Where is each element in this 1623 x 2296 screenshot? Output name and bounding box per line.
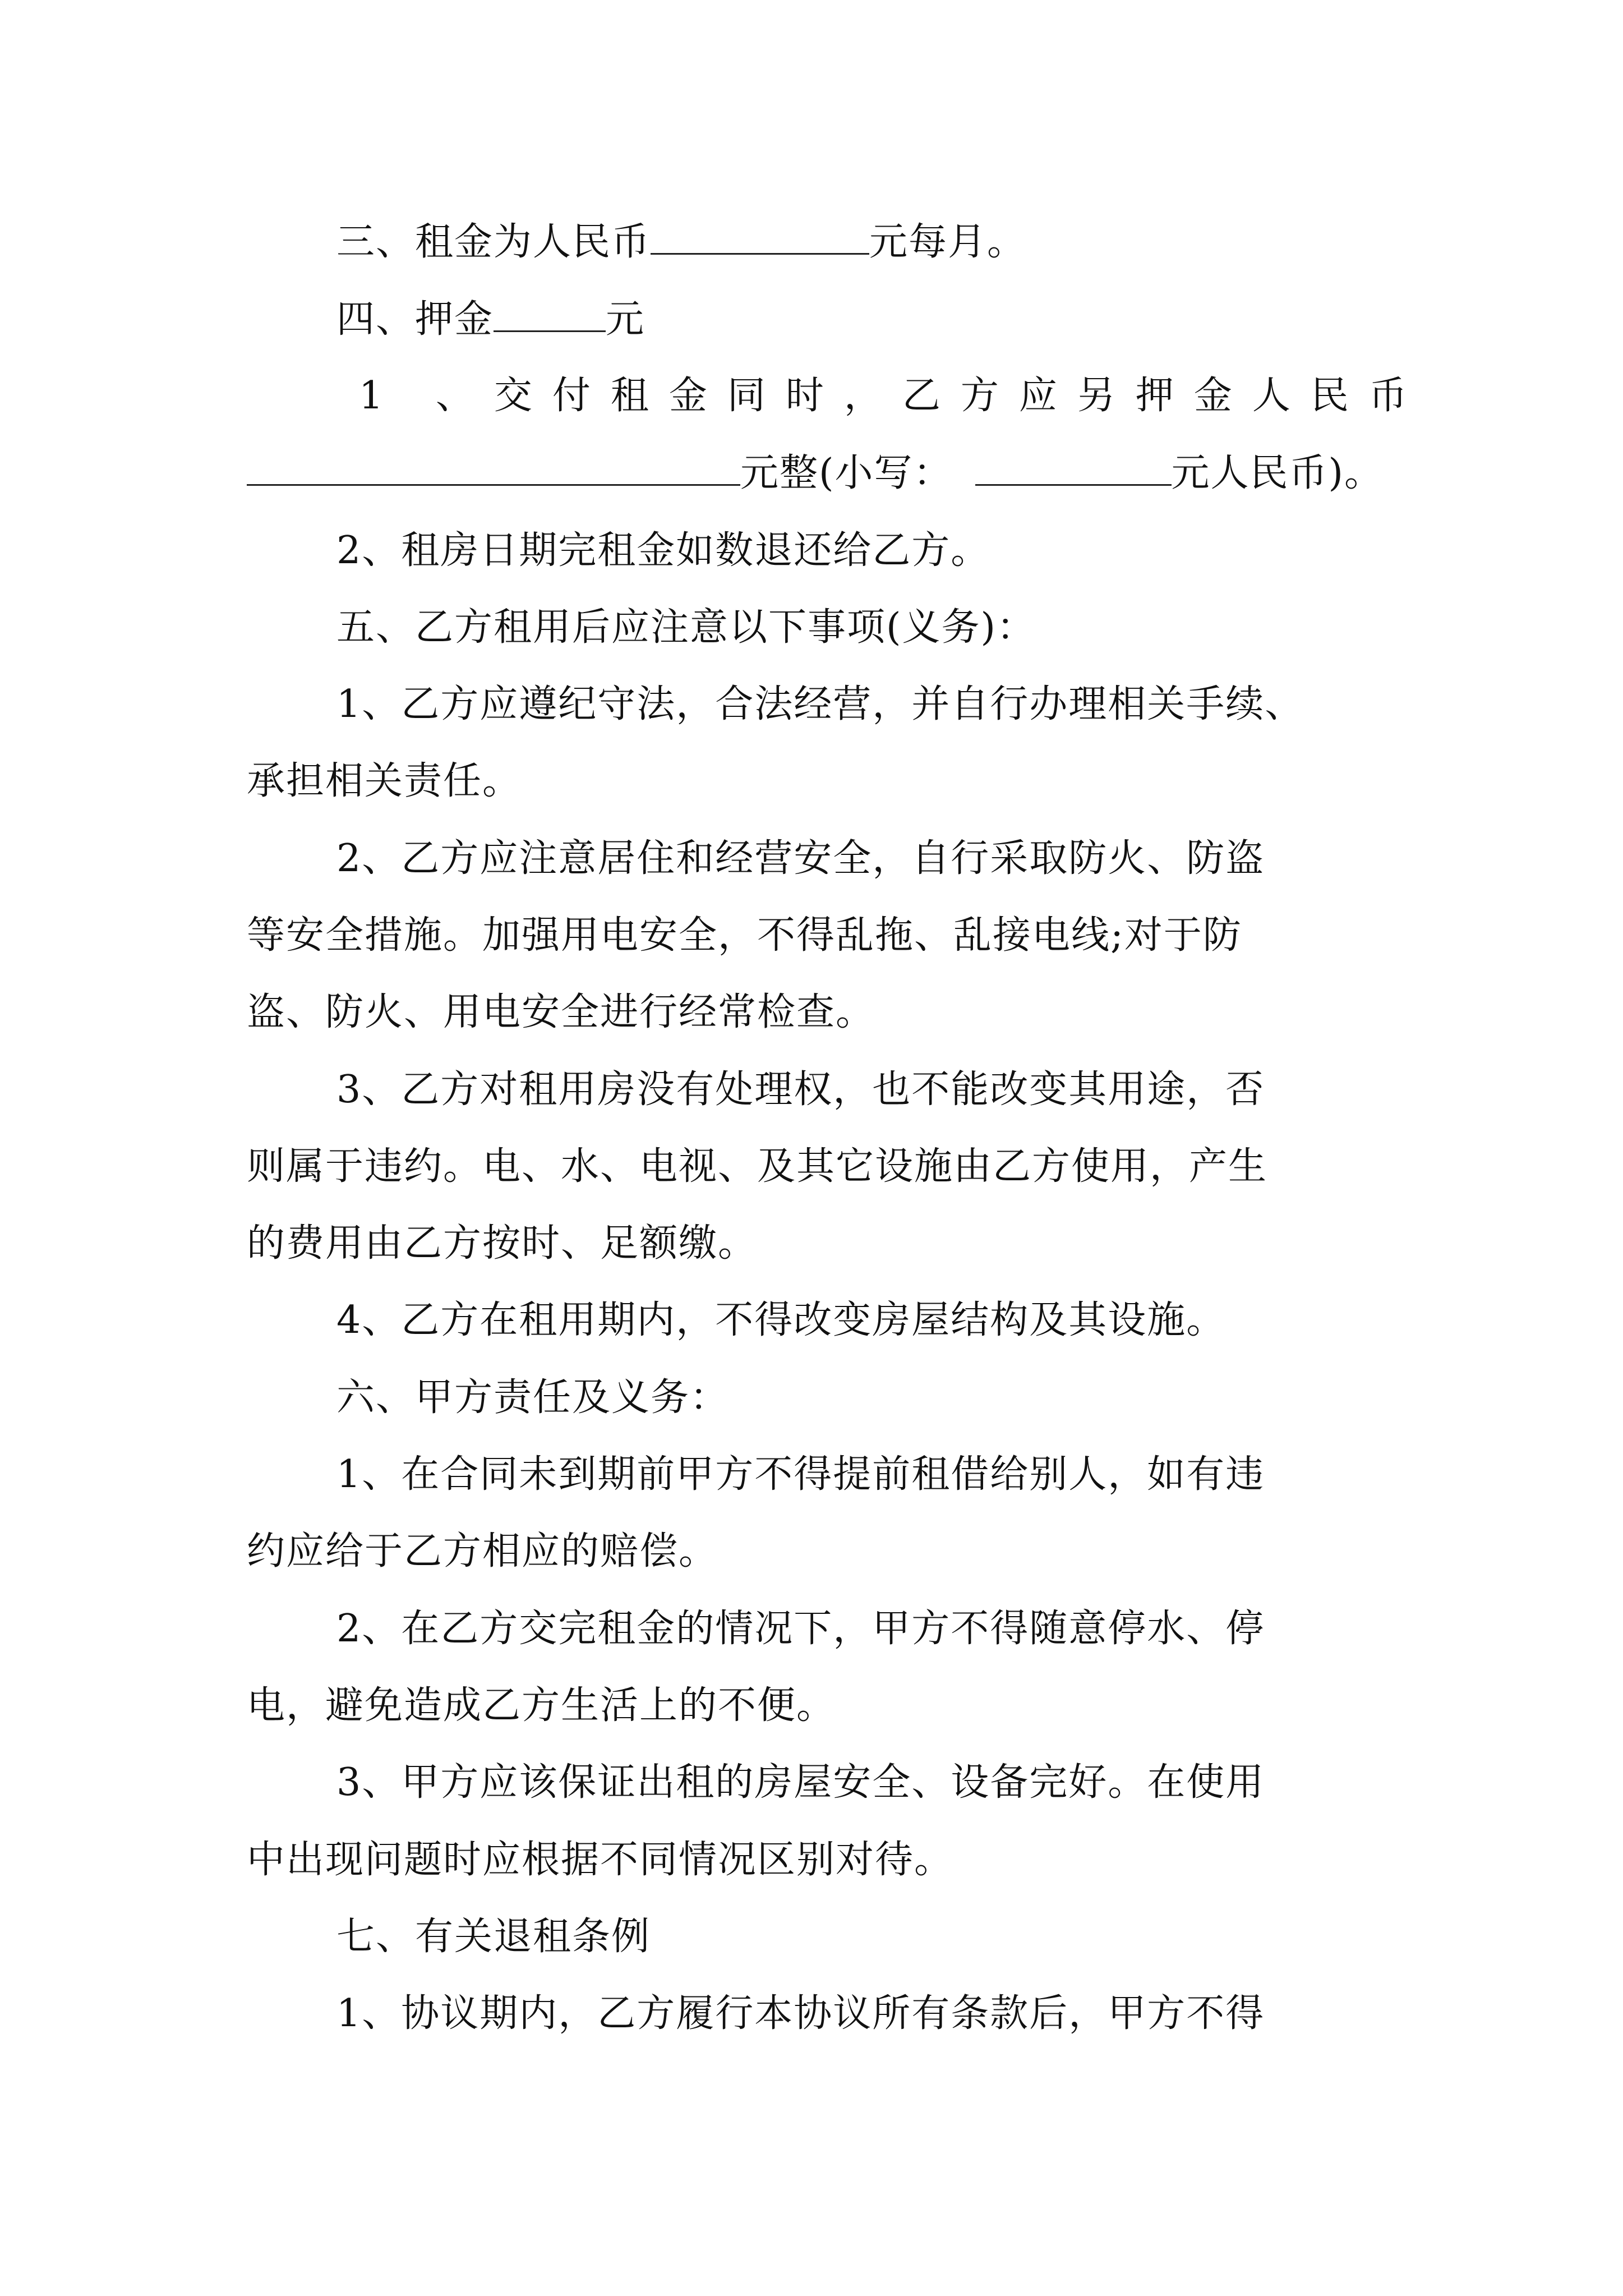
- section-6-clause-3-line-1: 3、甲方应该保证出租的房屋安全、设备完好。在使用: [336, 1760, 1265, 1805]
- rent-amount-line: [336, 220, 1026, 265]
- section-5-heading: 五、乙方租用后应注意以下事项(义务)：: [336, 605, 1036, 650]
- deposit-unit: 元: [606, 297, 645, 342]
- section-5-clause-2-line-3: 盗、防火、用电安全进行经常检查。: [247, 990, 875, 1034]
- deposit-clause-1-line-2: [247, 451, 1384, 496]
- section-5-clause-1-line-1: 1、乙方应遵纪守法，合法经营，并自行办理相关手续、: [336, 682, 1304, 726]
- deposit-line: [336, 297, 645, 342]
- section-5-clause-3-line-1: 3、乙方对租用房没有处理权，也不能改变其用途，否: [336, 1068, 1265, 1112]
- deposit-small-unit: 元人民币)。: [1171, 451, 1384, 495]
- rent-amount-label: 三、租金为人民币: [336, 220, 651, 264]
- deposit-clause-2: 2、租房日期完租金如数退还给乙方。: [336, 528, 990, 573]
- section-5-clause-3-line-2: 则属于违约。电、水、电视、及其它设施由乙方使用，产生: [247, 1144, 1268, 1189]
- section-5-clause-1-line-2: 承担相关责任。: [247, 759, 522, 803]
- section-5-clause-2-line-2: 等安全措施。加强用电安全，不得乱拖、乱接电线;对于防: [247, 913, 1242, 958]
- section-6-heading: 六、甲方责任及义务：: [336, 1375, 730, 1420]
- section-6-clause-2-line-1: 2、在乙方交完租金的情况下，甲方不得随意停水、停: [336, 1607, 1265, 1651]
- deposit-label: 四、押金: [336, 297, 494, 342]
- section-5-clause-4: 4、乙方在租用期内，不得改变房屋结构及其设施。: [336, 1298, 1226, 1342]
- deposit-small-blank: [975, 452, 1172, 486]
- section-6-clause-1-line-1: 1、在合同未到期前甲方不得提前租借给别人，如有违: [336, 1452, 1265, 1497]
- deposit-amount-label: 元整(小写：: [740, 451, 953, 495]
- deposit-blank: [494, 298, 606, 332]
- section-6-clause-1-line-2: 约应给于乙方相应的赔偿。: [247, 1529, 718, 1573]
- deposit-amount-blank: [247, 452, 740, 486]
- section-6-clause-3-line-2: 中出现问题时应根据不同情况区别对待。: [247, 1838, 954, 1882]
- rent-amount-unit: 元每月。: [869, 220, 1027, 264]
- rent-amount-blank: [651, 220, 869, 255]
- section-5-clause-2-line-1: 2、乙方应注意居住和经营安全，自行采取防火、防盗: [336, 836, 1265, 881]
- section-7-clause-1-line-1: 1、协议期内，乙方履行本协议所有条款后，甲方不得: [336, 1991, 1265, 2036]
- section-6-clause-2-line-2: 电，避免造成乙方生活上的不便。: [247, 1683, 836, 1728]
- section-7-heading: 七、有关退租条例: [336, 1915, 651, 1959]
- section-5-clause-3-line-3: 的费用由乙方按时、足额缴。: [247, 1221, 758, 1266]
- deposit-clause-1-line-1: 1 、交付租金同时，乙方应另押金人民币: [359, 374, 1427, 418]
